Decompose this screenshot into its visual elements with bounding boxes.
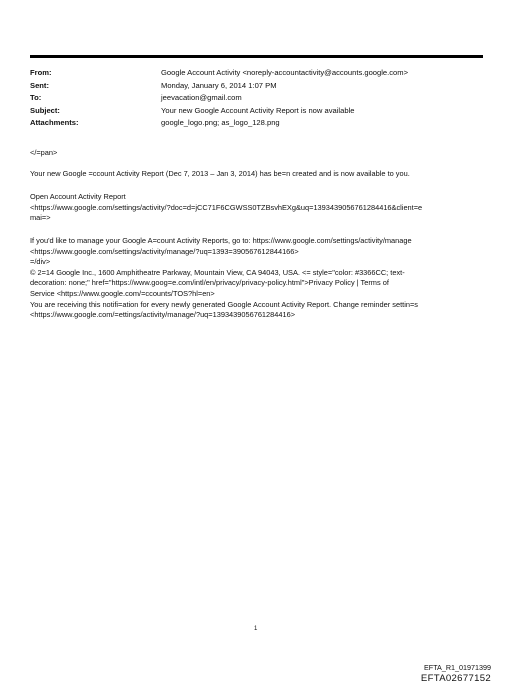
body-line-report-created: Your new Google =ccount Activity Report (Dec 7, 2013 – Jan 3, 2014) has be=n created and is now available to you. [30, 169, 410, 178]
body-line-div-fragment: =/div> [30, 257, 51, 267]
body-block-4 [30, 236, 485, 321]
body-line-span-fragment: </=pan> [30, 148, 58, 157]
sent-value: Monday, January 6, 2014 1:07 PM [161, 80, 277, 90]
body-block-3 [30, 192, 485, 224]
from-label: From: [30, 68, 52, 77]
attachments-value: google_logo.png; as_logo_128.png [161, 118, 280, 128]
body-line-privacy: decoration: none;" href="https://www.goog=e.com/intl/en/privacy/privacy-policy.html">Privacy Policy | Terms of [30, 278, 389, 288]
subject-label: Subject: [30, 105, 60, 115]
body-line-terms: Service <https://www.google.com/=ccounts/TOS?hl=en> [30, 288, 215, 298]
sent-label: Sent: [30, 80, 49, 90]
attachments-label: Attachments: [30, 118, 79, 128]
body-line-manage-reports: If you'd like to manage your Google A=count Activity Reports, go to: https://www.google.com/settings/activity/manage [30, 236, 412, 245]
body-line-notification: You are receiving this notifi=ation for every newly generated Google Account Activity Report. Change reminder settin=s [30, 299, 418, 309]
body-line-report-url-end: mai=> [30, 213, 51, 223]
header-row-subject [30, 105, 490, 118]
body-block-2 [30, 169, 485, 180]
header-row-to [30, 92, 490, 105]
body-line-copyright: © 2=14 Google Inc., 1600 Amphitheatre Parkway, Mountain View, CA 94043, USA. <= style="color: #3366CC; text- [30, 267, 405, 277]
bates-stamp-large: EFTA02677152 [420, 673, 491, 684]
to-label: To: [30, 93, 42, 103]
body-line-report-url: <https://www.google.com/settings/activity/?doc=d=jCC71F6CGWSS0TZBsvhEXg&uq=1393439056761284416&client=e [30, 202, 423, 212]
body-line-settings-url: <https://www.google.com/=ettings/activity/manage/?uq=1393439056761284416> [30, 310, 296, 320]
subject-value: Your new Google Account Activity Report is now available [161, 105, 355, 115]
body-line-open-report: Open Account Activity Report [30, 192, 126, 201]
page-number: 1 [254, 626, 258, 632]
header-rule [30, 55, 483, 58]
to-value: jeevacation@gmail.com [161, 93, 242, 103]
from-value: Google Account Activity <noreply-accountactivity@accounts.google.com> [161, 68, 409, 77]
header-row-from [30, 67, 490, 80]
body-line-manage-url: <https://www.google.com/settings/activity/manage/?uq=1393=390567612844166> [30, 246, 299, 256]
email-header [30, 67, 490, 130]
header-row-attachments [30, 117, 490, 130]
header-row-sent [30, 80, 490, 93]
bates-stamp-small: EFTA_R1_01971399 [424, 663, 491, 672]
body-block-1 [30, 148, 485, 159]
